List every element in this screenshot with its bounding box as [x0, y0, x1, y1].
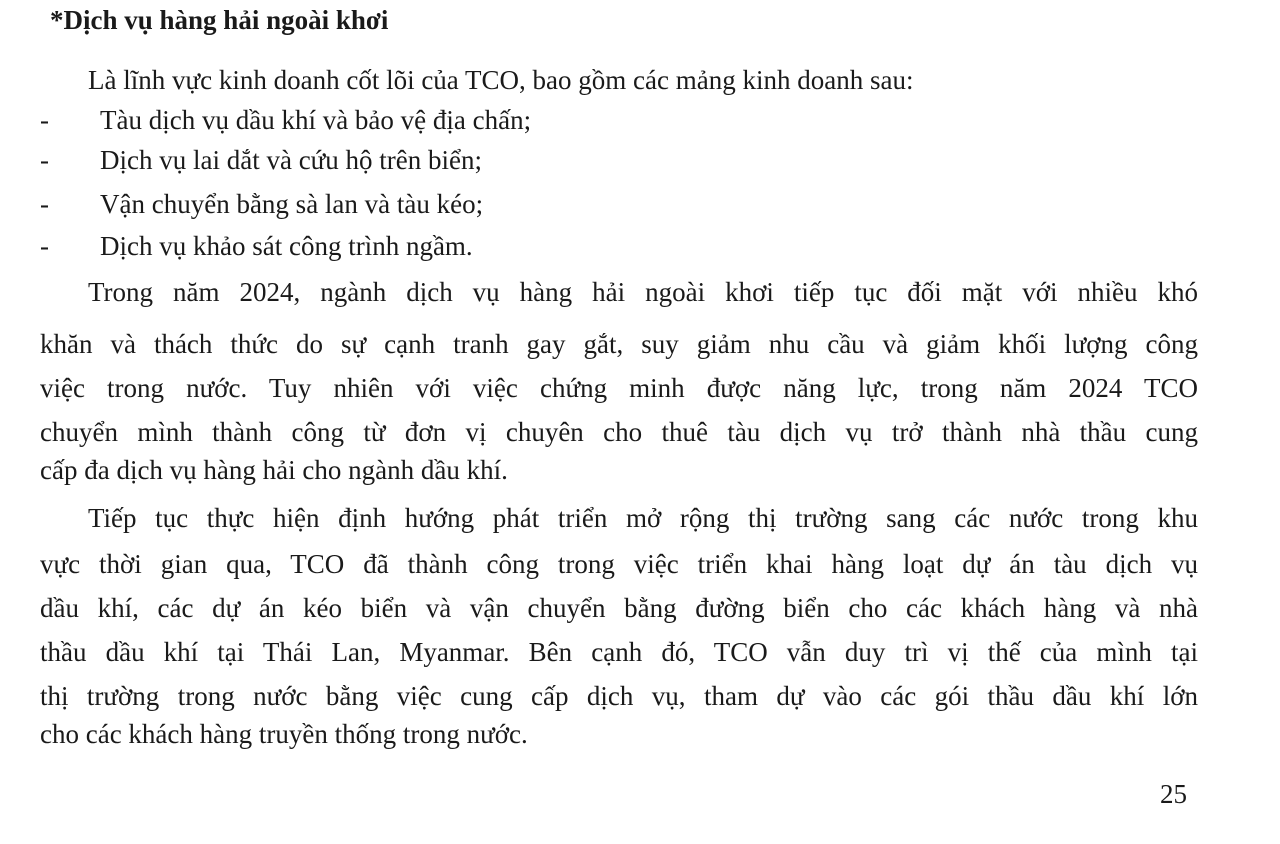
bullet-text: Tàu dịch vụ dầu khí và bảo vệ địa chấn;: [100, 105, 532, 135]
paragraph-line: khăn và thách thức do sự cạnh tranh gay gắt, suy giảm nhu cầu và giảm khối lượng công: [40, 329, 1198, 359]
bullet-dash: -: [40, 105, 49, 135]
paragraph-line: việc trong nước. Tuy nhiên với việc chứng minh được năng lực, trong năm 2024 TCO: [40, 373, 1198, 403]
paragraph-line: thị trường trong nước bằng việc cung cấp dịch vụ, tham dự vào các gói thầu dầu khí lớn: [40, 681, 1198, 711]
paragraph-line: vực thời gian qua, TCO đã thành công trong việc triển khai hàng loạt dự án tàu dịch vụ: [40, 549, 1198, 579]
paragraph-line: Trong năm 2024, ngành dịch vụ hàng hải ngoài khơi tiếp tục đối mặt với nhiều khó: [88, 277, 1198, 307]
bullet-dash: -: [40, 189, 49, 219]
intro-line: Là lĩnh vực kinh doanh cốt lõi của TCO, bao gồm các mảng kinh doanh sau:: [88, 65, 914, 95]
bullet-text: Dịch vụ lai dắt và cứu hộ trên biển;: [100, 145, 483, 175]
bullet-text: Vận chuyển bằng sà lan và tàu kéo;: [100, 189, 484, 219]
bullet-dash: -: [40, 145, 49, 175]
section-heading: *Dịch vụ hàng hải ngoài khơi: [50, 5, 389, 35]
paragraph-line: dầu khí, các dự án kéo biển và vận chuyển bằng đường biển cho các khách hàng và nhà: [40, 593, 1198, 623]
paragraph-line: cho các khách hàng truyền thống trong nước.: [40, 719, 528, 749]
page-number: 25: [1160, 779, 1187, 809]
paragraph-line: cấp đa dịch vụ hàng hải cho ngành dầu khí.: [40, 455, 508, 485]
paragraph-line: chuyển mình thành công từ đơn vị chuyên cho thuê tàu dịch vụ trở thành nhà thầu cung: [40, 417, 1198, 447]
bullet-text: Dịch vụ khảo sát công trình ngầm.: [100, 231, 473, 261]
paragraph-line: thầu dầu khí tại Thái Lan, Myanmar. Bên cạnh đó, TCO vẫn duy trì vị thế của mình tại: [40, 637, 1198, 667]
bullet-dash: -: [40, 231, 49, 261]
paragraph-line: Tiếp tục thực hiện định hướng phát triển mở rộng thị trường sang các nước trong khu: [88, 503, 1198, 533]
